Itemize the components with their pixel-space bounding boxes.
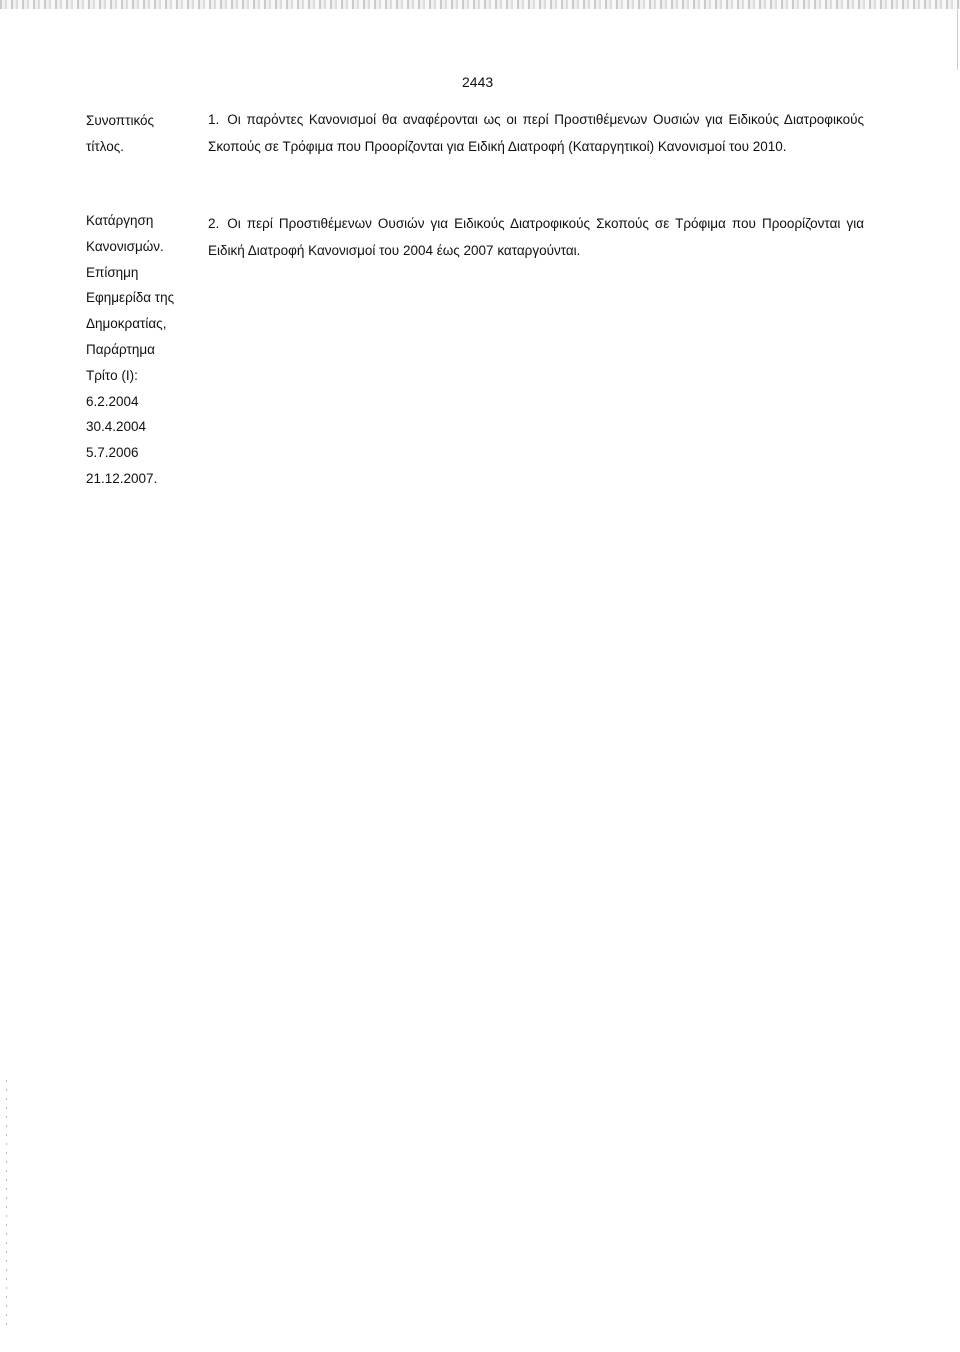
scan-edge-right <box>957 10 958 70</box>
paragraph-number: 2. <box>208 216 220 231</box>
scan-edge-left <box>6 1080 7 1330</box>
margin-note-line: Συνοπτικός <box>86 113 155 128</box>
paragraph-number: 1. <box>208 112 220 127</box>
margin-note-line: Επίσημη <box>86 264 139 280</box>
margin-note-repeal <box>86 208 198 492</box>
margin-note-line: τίτλος. <box>86 138 124 154</box>
margin-note-line: 30.4.2004 <box>86 419 147 435</box>
paragraph-text: Οι περί Προστιθέμενων Ουσιών για Ειδικούς Διατροφικούς Σκοπούς σε Τρόφιμα που Προορίζονται για Ειδική Διατροφή Κανονισμοί του 2004 έως 2007 καταργούνται. <box>208 216 864 258</box>
margin-note-line: Κανονισμών. <box>86 238 164 254</box>
margin-note-line: 6.2.2004 <box>86 393 139 409</box>
scan-edge-top <box>0 0 960 9</box>
margin-note-line: 21.12.2007. <box>86 470 158 486</box>
margin-note-line: Κατάργηση <box>86 213 154 228</box>
paragraph-1 <box>208 106 864 160</box>
margin-note-line: Παράρτημα <box>86 341 155 357</box>
page-number: 2443 <box>462 74 494 90</box>
margin-note-line: Εφημερίδα της <box>86 290 175 306</box>
margin-note-line: 5.7.2006 <box>86 445 139 461</box>
paragraph-2 <box>208 210 864 264</box>
margin-note-line: Τρίτο (Ι): <box>86 367 138 383</box>
margin-note-short-title <box>86 108 198 160</box>
margin-note-line: Δημοκρατίας, <box>86 316 167 332</box>
paragraph-text: Οι παρόντες Κανονισμοί θα αναφέρονται ως οι περί Προστιθέμενων Ουσιών για Ειδικούς Διατροφικούς Σκοπούς σε Τρόφιμα που Προορίζονται για Ειδική Διατροφή (Καταργητικοί) Κανονισμοί του 2010. <box>208 112 864 154</box>
